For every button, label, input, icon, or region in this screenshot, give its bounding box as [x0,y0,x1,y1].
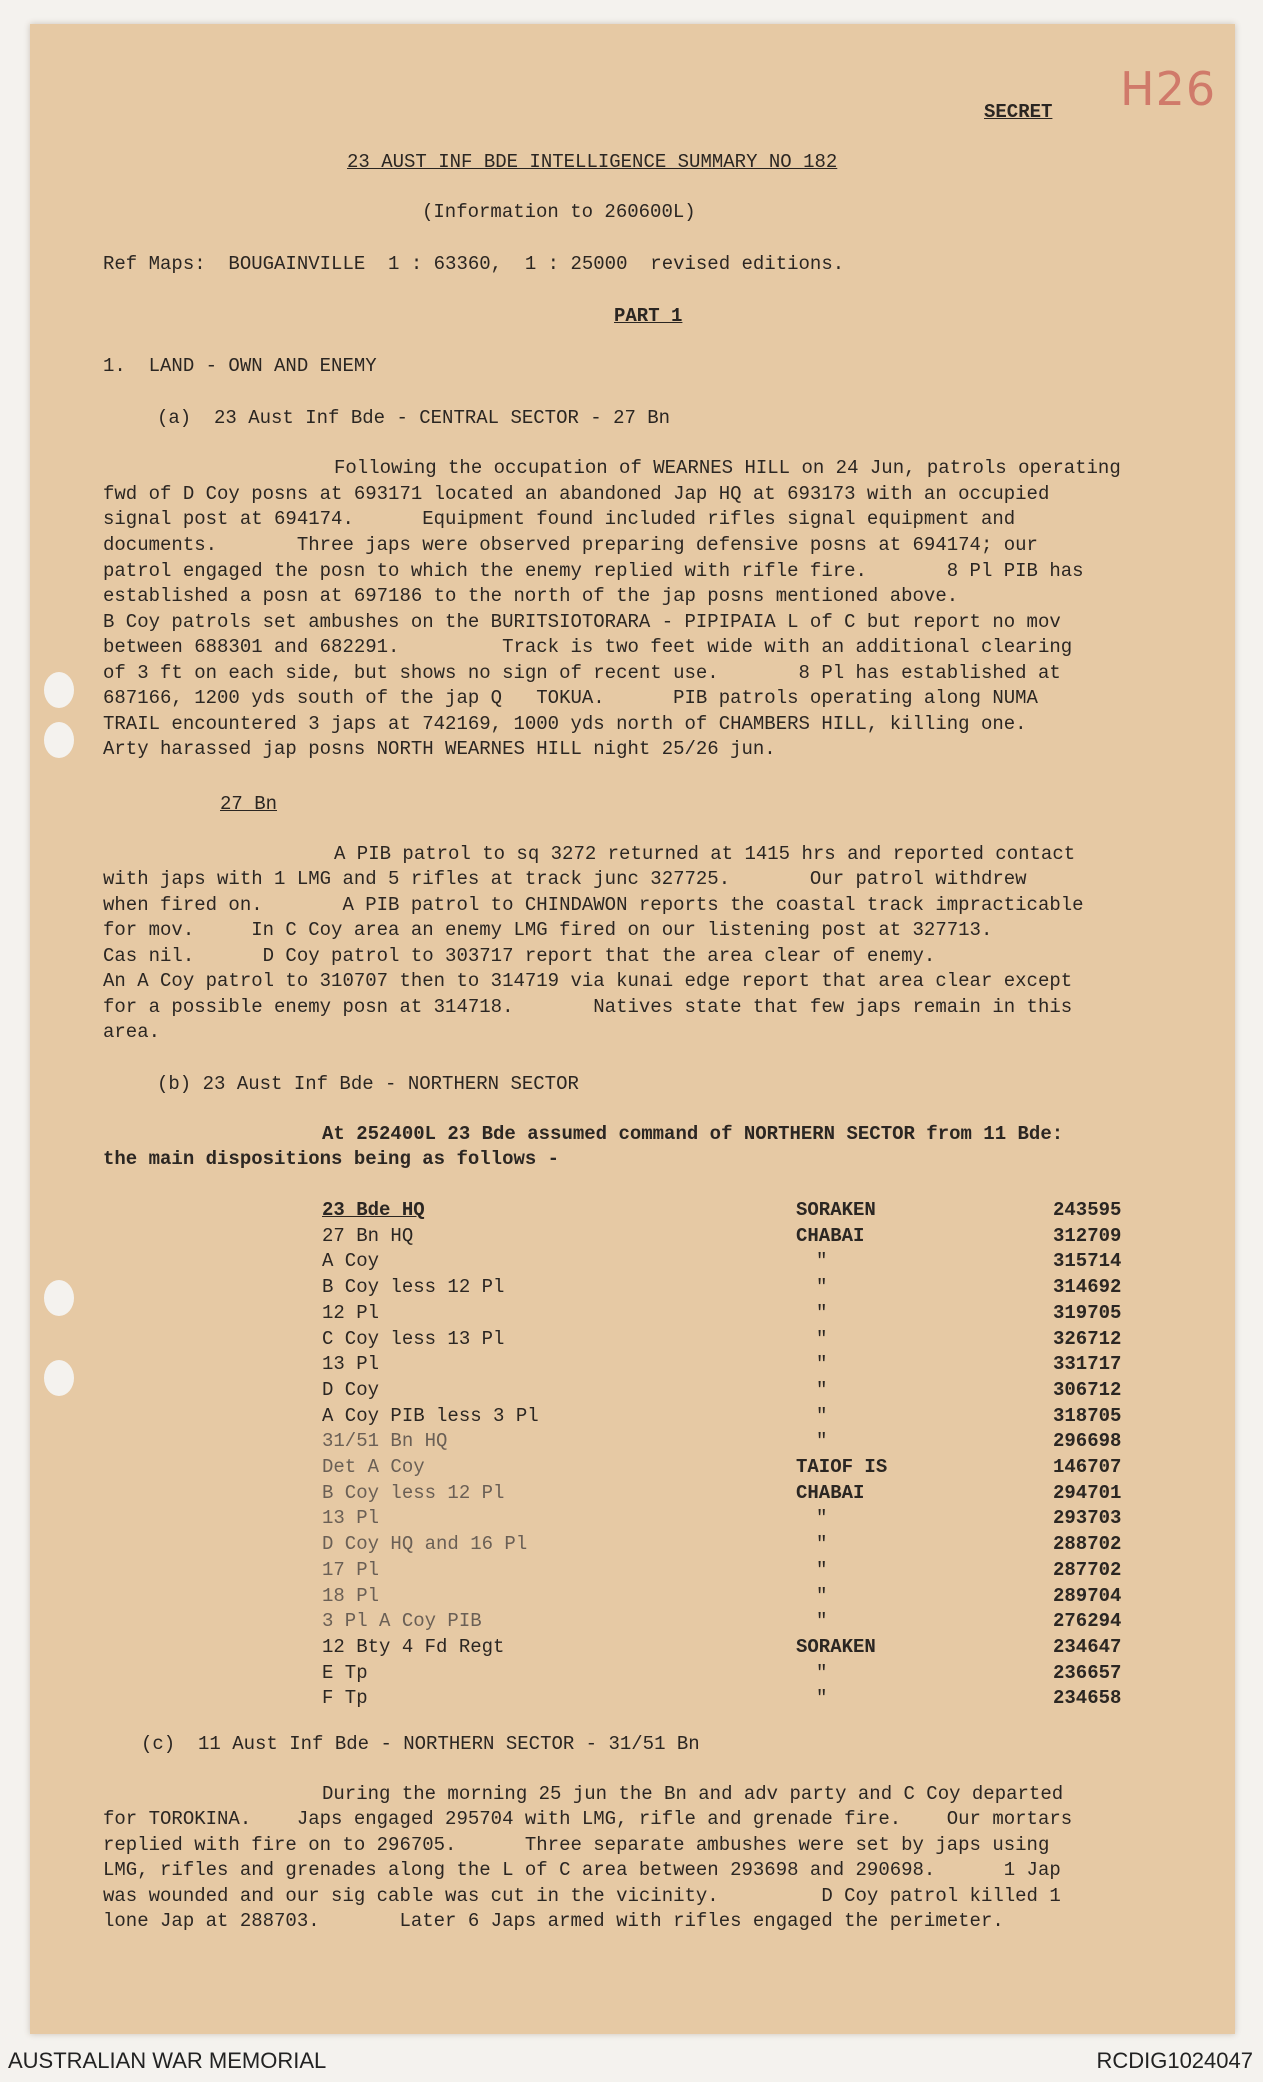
unit-cell: D Coy HQ and 16 Pl [322,1533,528,1555]
paragraph-line: area. [103,1021,161,1043]
paragraph-line: Arty harassed jap posns NORTH WEARNES HILL night 25/26 jun. [103,738,776,760]
grid-ref-cell: 318705 [1053,1405,1122,1427]
paragraph-line: fwd of D Coy posns at 693171 located an abandoned Jap HQ at 693173 with an occupied [103,483,1050,505]
paragraph-line: established a posn at 697186 to the north of the jap posns mentioned above. [103,585,959,607]
unit-cell: D Coy [322,1379,380,1401]
paragraph-line: B Coy patrols set ambushes on the BURITSIOTORARA - PIPIPAIA L of C but report no mov [103,611,1061,633]
paragraph-line: LMG, rifles and grenades along the L of C area between 293698 and 290698. 1 Jap [103,1859,1061,1881]
paragraph-line: for TOROKINA. Japs engaged 295704 with LMG, rifle and grenade fire. Our mortars [103,1808,1073,1830]
section-heading: 1. LAND - OWN AND ENEMY [103,355,377,377]
location-cell: SORAKEN [796,1199,876,1221]
grid-ref-cell: 306712 [1053,1379,1122,1401]
grid-ref-cell: 326712 [1053,1328,1122,1350]
bn27-heading: 27 Bn [220,793,278,815]
paragraph-line: the main dispositions being as follows - [103,1148,560,1170]
subsection-a-heading: (a) 23 Aust Inf Bde - CENTRAL SECTOR - 27 Bn [157,407,671,429]
subsection-b-heading: (b) 23 Aust Inf Bde - NORTHERN SECTOR [157,1073,579,1095]
grid-ref-cell: 331717 [1053,1353,1122,1375]
location-cell: " [816,1559,828,1581]
location-cell: " [816,1585,828,1607]
subsection-c-heading: (c) 11 Aust Inf Bde - NORTHERN SECTOR - 31/51 Bn [141,1733,700,1755]
footer-archive-name: AUSTRALIAN WAR MEMORIAL [8,2048,327,2073]
location-cell: " [816,1405,828,1427]
paragraph-line: During the morning 25 jun the Bn and adv party and C Coy departed [322,1783,1064,1805]
paragraph-line: with japs with 1 LMG and 5 rifles at track junc 327725. Our patrol withdrew [103,868,1027,890]
location-cell: " [816,1662,828,1684]
paragraph-line: patrol engaged the posn to which the enemy replied with rifle fire. 8 Pl PIB has [103,560,1084,582]
paragraph-line: Following the occupation of WEARNES HILL on 24 Jun, patrols operating [334,457,1121,479]
part-heading: PART 1 [614,305,683,327]
paragraph-line: 687166, 1200 yds south of the jap Q TOKUA. PIB patrols operating along NUMA [103,687,1038,709]
grid-ref-cell: 234658 [1053,1687,1122,1709]
grid-ref-cell: 315714 [1053,1250,1122,1272]
grid-ref-cell: 312709 [1053,1225,1122,1247]
grid-ref-cell: 294701 [1053,1482,1122,1504]
punch-hole [44,1360,74,1396]
paragraph-line: of 3 ft on each side, but shows no sign of recent use. 8 Pl has established at [103,662,1061,684]
location-cell: " [816,1353,828,1375]
unit-cell: E Tp [322,1662,368,1684]
classification-marking: SECRET [984,101,1053,123]
location-cell: " [816,1507,828,1529]
unit-cell: B Coy less 12 Pl [322,1276,505,1298]
handwritten-reference: H26 [1120,62,1217,116]
document-page [30,24,1235,2034]
grid-ref-cell: 314692 [1053,1276,1122,1298]
location-cell: " [816,1276,828,1298]
unit-cell: C Coy less 13 Pl [322,1328,505,1350]
grid-ref-cell: 234647 [1053,1636,1122,1658]
grid-ref-cell: 146707 [1053,1456,1122,1478]
paragraph-line: lone Jap at 288703. Later 6 Japs armed with rifles engaged the perimeter. [103,1910,1004,1932]
paragraph-line: TRAIL encountered 3 japs at 742169, 1000 yds north of CHAMBERS HILL, killing one. [103,713,1027,735]
paragraph-line: At 252400L 23 Bde assumed command of NORTHERN SECTOR from 11 Bde: [322,1123,1064,1145]
punch-hole [44,722,74,758]
footer-record-id: RCDIG1024047 [1096,2048,1253,2073]
grid-ref-cell: 293703 [1053,1507,1122,1529]
grid-ref-cell: 236657 [1053,1662,1122,1684]
unit-cell: 12 Pl [322,1302,380,1324]
paragraph-line: signal post at 694174. Equipment found included rifles signal equipment and [103,508,1016,530]
paragraph-line: for a possible enemy posn at 314718. Natives state that few japs remain in this [103,996,1073,1018]
location-cell: " [816,1379,828,1401]
paragraph-line: replied with fire on to 296705. Three separate ambushes were set by japs using [103,1834,1050,1856]
location-cell: " [816,1302,828,1324]
unit-cell: 12 Bty 4 Fd Regt [322,1636,505,1658]
unit-cell: F Tp [322,1687,368,1709]
unit-cell: 13 Pl [322,1507,380,1529]
grid-ref-cell: 319705 [1053,1302,1122,1324]
paragraph-line: was wounded and our sig cable was cut in the vicinity. D Coy patrol killed 1 [103,1885,1061,1907]
paragraph-line: when fired on. A PIB patrol to CHINDAWON reports the coastal track impracticable [103,894,1084,916]
document-title: 23 AUST INF BDE INTELLIGENCE SUMMARY NO 182 [347,151,838,173]
grid-ref-cell: 243595 [1053,1199,1122,1221]
location-cell: " [816,1430,828,1452]
info-line: (Information to 260600L) [422,201,696,223]
unit-cell: A Coy PIB less 3 Pl [322,1405,539,1427]
paragraph-line: An A Coy patrol to 310707 then to 314719 via kunai edge report that area clear except [103,970,1073,992]
punch-hole [44,672,74,708]
unit-cell: 31/51 Bn HQ [322,1430,448,1452]
unit-cell: 3 Pl A Coy PIB [322,1610,482,1632]
location-cell: " [816,1687,828,1709]
unit-cell: 18 Pl [322,1585,380,1607]
grid-ref-cell: 296698 [1053,1430,1122,1452]
location-cell: CHABAI [796,1482,865,1504]
grid-ref-cell: 287702 [1053,1559,1122,1581]
unit-cell: A Coy [322,1250,380,1272]
paragraph-line: between 688301 and 682291. Track is two feet wide with an additional clearing [103,636,1073,658]
paragraph-line: A PIB patrol to sq 3272 returned at 1415 hrs and reported contact [334,843,1076,865]
location-cell: " [816,1610,828,1632]
paragraph-line: for mov. In C Coy area an enemy LMG fired on our listening post at 327713. [103,919,993,941]
location-cell: " [816,1328,828,1350]
unit-cell: 17 Pl [322,1559,380,1581]
paragraph-line: documents. Three japs were observed preparing defensive posns at 694174; our [103,534,1038,556]
location-cell: " [816,1533,828,1555]
unit-cell: B Coy less 12 Pl [322,1482,505,1504]
unit-cell: 23 Bde HQ [322,1199,425,1221]
grid-ref-cell: 289704 [1053,1585,1122,1607]
unit-cell: 27 Bn HQ [322,1225,414,1247]
unit-cell: 13 Pl [322,1353,380,1375]
ref-maps: Ref Maps: BOUGAINVILLE 1 : 63360, 1 : 25000 revised editions. [103,253,845,275]
paragraph-line: Cas nil. D Coy patrol to 303717 report that the area clear of enemy. [103,945,936,967]
location-cell: " [816,1250,828,1272]
unit-cell: Det A Coy [322,1456,425,1478]
punch-hole [44,1280,74,1316]
location-cell: CHABAI [796,1225,865,1247]
location-cell: TAIOF IS [796,1456,888,1478]
location-cell: SORAKEN [796,1636,876,1658]
grid-ref-cell: 276294 [1053,1610,1122,1632]
grid-ref-cell: 288702 [1053,1533,1122,1555]
